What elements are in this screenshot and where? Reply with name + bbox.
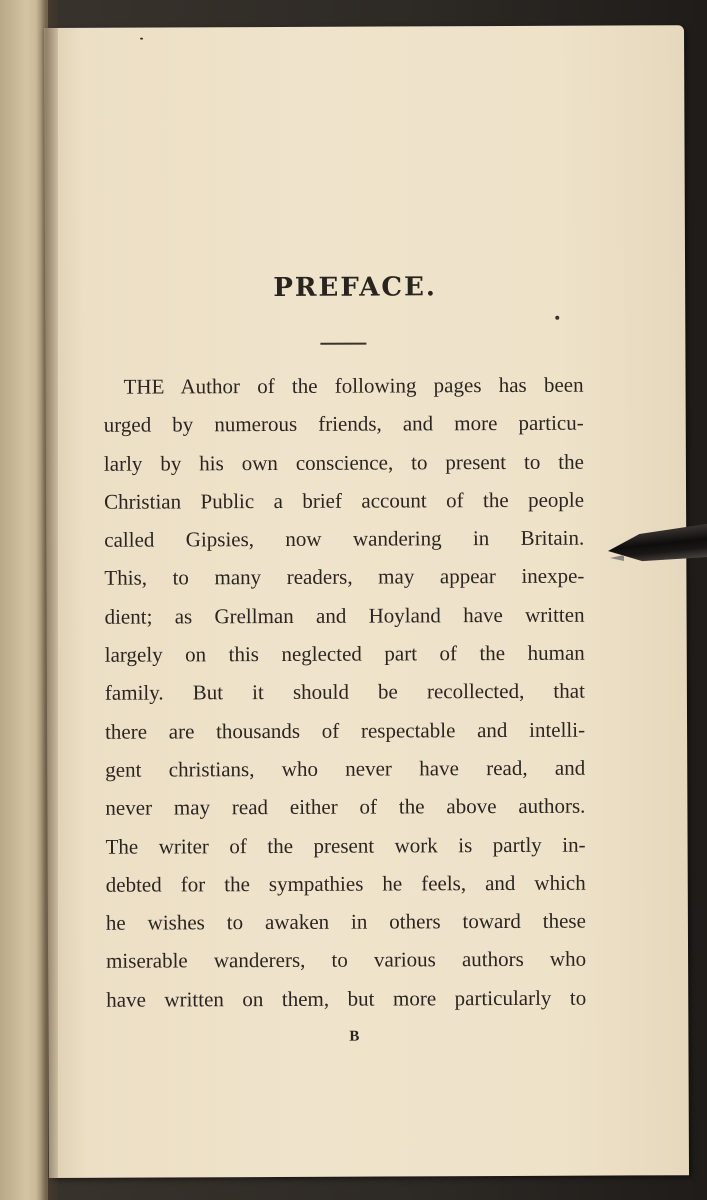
- signature-mark: B: [349, 1028, 360, 1045]
- text-line: never may read either of the above authors.: [105, 793, 586, 821]
- text-line: This, to many readers, may appear inexpe-: [104, 564, 585, 591]
- text-line: larly by his own conscience, to present to the: [103, 449, 584, 476]
- text-line: urged by numerous friends, and more particu-: [103, 410, 584, 438]
- text-line: there are thousands of respectable and intelli-: [105, 717, 586, 744]
- page-heading: PREFACE.: [273, 272, 438, 304]
- book-page: [44, 25, 689, 1178]
- text-line: family. But it should be recollected, that: [104, 679, 585, 706]
- text-line: THE Author of the following pages has been: [123, 372, 584, 399]
- text-line: dient; as Grellman and Hoyland have written: [104, 602, 585, 629]
- heading-rule: [320, 343, 366, 345]
- text-line: largely on this neglected part of the human: [104, 640, 585, 667]
- book-gutter: [36, 0, 58, 1200]
- preface-text: [103, 366, 586, 1019]
- ink-speck: [555, 316, 559, 320]
- text-line: debted for the sympathies he feels, and which: [105, 870, 586, 897]
- text-line: gent christians, who never have read, and: [105, 755, 586, 782]
- text-line: The writer of the present work is partly in-: [105, 832, 586, 859]
- ink-speck: [140, 38, 143, 40]
- text-line: have written on them, but more particularly to: [106, 985, 587, 1012]
- text-line: miserable wanderers, to various authors who: [106, 947, 587, 974]
- text-line: Christian Public a brief account of the people: [104, 487, 585, 514]
- text-line: called Gipsies, now wandering in Britain.: [104, 525, 585, 552]
- text-line: he wishes to awaken in others toward these: [105, 908, 586, 935]
